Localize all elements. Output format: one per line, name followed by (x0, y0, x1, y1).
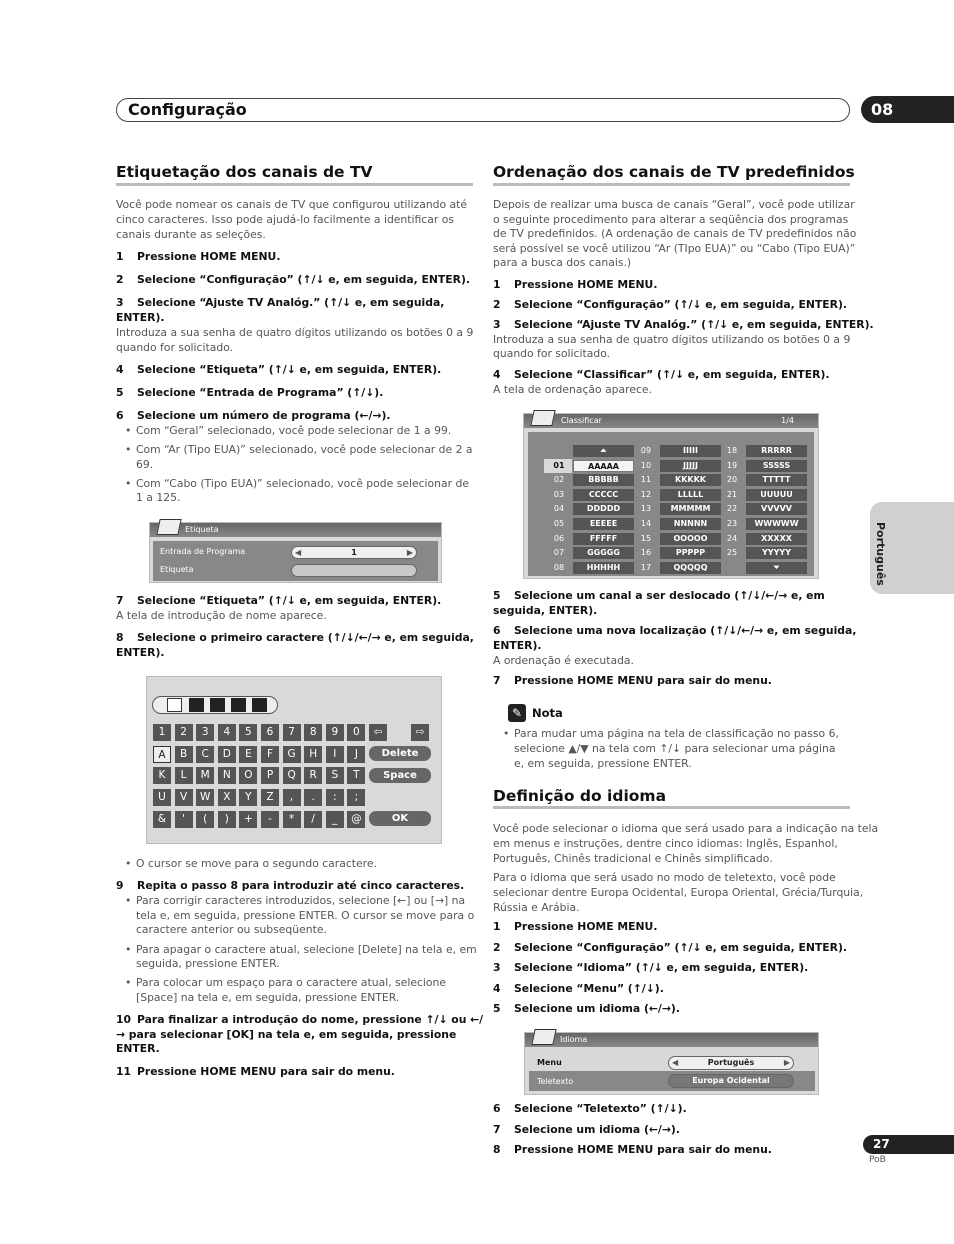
channel-number-25: 25 (726, 548, 738, 558)
channel-number-19: 19 (726, 460, 738, 470)
bullet-space-2: [Space] na tela e, em seguida, pressione ENTER. (136, 991, 400, 1004)
channel-cell-15[interactable]: OOOOO (660, 533, 721, 545)
idioma-screen-title: Idioma (525, 1033, 818, 1047)
r-step-1: 1 Pressione HOME MENU. (493, 278, 658, 291)
key-row3-2[interactable]: M (196, 767, 214, 784)
page-number: 27 (863, 1135, 954, 1154)
channel-number-12: 12 (640, 489, 652, 499)
bullet-delete: • Para apagar o caractere atual, selecione [Delete] na tela e, em (125, 943, 477, 958)
step-3-text-1: Introduza a sua senha de quatro dígitos utilizando os botões 0 a 9 (116, 326, 474, 339)
key-row5-2[interactable]: ( (196, 811, 214, 828)
bullet-correct: • Para corrigir caracteres introduzidos, selecione [←] ou [→] na (125, 894, 465, 909)
key-row5-9[interactable]: @ (347, 811, 365, 828)
key-row5-8[interactable]: _ (326, 811, 344, 828)
teletext-language-selector[interactable]: Europa Ocidental (668, 1074, 794, 1088)
key-row2-5[interactable]: F (261, 746, 279, 763)
key-row5-7[interactable]: / (304, 811, 322, 828)
r-step-2: 2 Selecione “Configuração” (↑/↓ e, em seguida, ENTER). (493, 298, 848, 311)
key-row1-1[interactable]: 2 (175, 724, 193, 741)
channel-cell-09[interactable]: IIIII (660, 445, 721, 457)
key-row1-4[interactable]: 5 (239, 724, 257, 741)
lang-p2-line-0: Para o idioma que será usado no modo de teletexto, você pode (493, 871, 836, 884)
menu-language-selector[interactable]: ◀ Português ▶ (668, 1056, 794, 1070)
key-row5-4[interactable]: + (239, 811, 257, 828)
bullet-cursor: • O cursor se move para o segundo caractere. (125, 857, 377, 872)
channel-number-16: 16 (640, 548, 652, 558)
key-row4-9[interactable]: ; (347, 789, 365, 806)
menu-row-label: Menu (537, 1058, 562, 1067)
step-3-cont: ENTER). (116, 311, 165, 324)
cursor-left-key[interactable]: ⇦ (369, 724, 387, 741)
bullet-correct-2: tela e, em seguida, pressione ENTER. O cursor se move para o (136, 909, 475, 922)
key-row1-2[interactable]: 3 (196, 724, 214, 741)
right-intro-line-3: será possível se você utilizou “Ar (TIpo EUA)” ou “Cabo (Tipo EUA)” (493, 241, 856, 255)
bullet-geral: • Com “Geral” selecionado, você pode selecionar de 1 a 99. (125, 424, 451, 439)
note-line-2: e, em seguida, pressione ENTER. (514, 756, 692, 770)
key-row1-6[interactable]: 7 (283, 724, 301, 741)
step-9: 9 Repita o passo 8 para introduzir até cinco caracteres. (116, 879, 465, 892)
bullet-ar: • Com “Ar (Tipo EUA)” selecionado, você pode selecionar de 2 a (125, 443, 473, 458)
channel-number-20: 20 (726, 475, 738, 485)
channel-cell-02[interactable]: BBBBB (573, 474, 634, 486)
bullet-correct-3: caractere anterior ou subseqüente. (136, 923, 327, 936)
channel-cell-10[interactable]: JJJJJ (660, 460, 721, 472)
channel-cell-01[interactable]: AAAAA (573, 460, 634, 472)
key-row1-8[interactable]: 9 (326, 724, 344, 741)
keyboard-screen (146, 676, 442, 844)
channel-number-03: 03 (553, 489, 565, 499)
bullet-space: • Para colocar um espaço para o caractere atual, selecione (125, 976, 446, 991)
channel-cell-25[interactable]: YYYYY (746, 547, 807, 559)
l-step-4: 4 Selecione “Menu” (↑/↓). (493, 982, 664, 995)
l-step-7: 7 Selecione um idioma (←/→). (493, 1123, 680, 1136)
page-up-button[interactable]: ⏶ (573, 445, 634, 457)
page-down-button[interactable]: ⏷ (746, 562, 807, 574)
channel-number-22: 22 (726, 504, 738, 514)
channel-number-24: 24 (726, 533, 738, 543)
l-step-1: 1 Pressione HOME MENU. (493, 920, 658, 933)
classificar-page: 1/4 (781, 416, 794, 425)
left-heading-rule (116, 183, 473, 186)
channel-cell-03[interactable]: CCCCC (573, 489, 634, 501)
channel-cell-23[interactable]: WWWWW (746, 518, 807, 530)
key-row2-4[interactable]: E (239, 746, 257, 763)
key-row3-7[interactable]: R (304, 767, 322, 784)
step-10-cont: → para selecionar [OK] na tela e, em seguida, pressione (116, 1028, 457, 1041)
channel-number-05: 05 (553, 519, 565, 528)
note-line-0: Para mudar uma página na tela de classificação no passo 6, (514, 727, 839, 740)
step-10: 10 Para finalizar a introdução do nome, pressione ↑/↓ ou ←/ (116, 1013, 484, 1026)
language-side-label: Português (873, 522, 887, 586)
channel-cell-22[interactable]: VVVVV (746, 503, 807, 515)
page-code: PoB (869, 1155, 886, 1165)
key-row3-5[interactable]: P (261, 767, 279, 784)
channel-number-10: 10 (640, 460, 652, 470)
idioma-screen (524, 1032, 819, 1095)
lang-p1-line-0: Você pode selecionar o idioma que será usado para a indicação na tela (493, 822, 879, 835)
key-row1-0[interactable]: 1 (153, 724, 171, 741)
channel-cell-08[interactable]: HHHHH (573, 562, 634, 574)
r-step-5: 5 Selecione um canal a ser deslocado (↑/↓/←/→ e, em (493, 589, 825, 602)
channel-cell-16[interactable]: PPPPP (660, 547, 721, 559)
classificar-screen (523, 413, 819, 579)
channel-cell-17[interactable]: QQQQQ (660, 562, 721, 574)
step-6: 6 Selecione um número de programa (←/→). (116, 409, 391, 422)
key-row3-1[interactable]: L (175, 767, 193, 784)
r-step-6: 6 Selecione uma nova localização (↑/↓/←/→ e, em seguida, (493, 624, 857, 637)
key-row4-8[interactable]: : (326, 789, 344, 806)
bullet-cabo: • Com “Cabo (Tipo EUA)” selecionado, você pode selecionar de (125, 477, 469, 492)
row-entrada-label: Entrada de Programa (160, 547, 246, 556)
l-step-2: 2 Selecione “Configuração” (↑/↓ e, em seguida, ENTER). (493, 941, 848, 954)
channel-cell-14[interactable]: NNNNN (660, 518, 721, 530)
r-step-6-cont: ENTER). (493, 639, 542, 652)
channel-number-21: 21 (726, 489, 738, 499)
step-11: 11 Pressione HOME MENU para sair do menu. (116, 1065, 395, 1078)
step-2: 2 Selecione “Configuração” (↑/↓ e, em seguida, ENTER). (116, 273, 471, 286)
left-intro: Você pode nomear os canais de TV que configurou utilizando até cinco caracteres. Isso pode ajudá-lo facilmente a identificar os canais durante as seleções. (116, 198, 468, 241)
key-row3-6[interactable]: Q (283, 767, 301, 784)
channel-cell-21[interactable]: UUUUU (746, 489, 807, 501)
channel-number-09: 09 (640, 446, 652, 455)
bullet-ar-cont: 69. (136, 458, 154, 471)
menu-hand-icon (156, 519, 181, 535)
key-row3-9[interactable]: T (347, 767, 365, 784)
r-step-3: 3 Selecione “Ajuste TV Analóg.” (↑/↓ e, em seguida, ENTER). (493, 318, 874, 331)
key-row2-9[interactable]: J (347, 746, 365, 763)
key-row1-3[interactable]: 4 (218, 724, 236, 741)
language-heading: Definição do idioma (493, 787, 667, 805)
r-step-6-text: A ordenação é executada. (493, 654, 634, 667)
key-row2-3[interactable]: D (218, 746, 236, 763)
key-row2-6[interactable]: G (283, 746, 301, 763)
lang-p1-line-1: em menus e instruções, dentre cinco idiomas: Inglês, Espanhol, (493, 836, 838, 850)
channel-cell-18[interactable]: RRRRR (746, 445, 807, 457)
r-step-3-text-2: quando for solicitado. (493, 347, 611, 360)
etiqueta-screen (149, 522, 442, 583)
channel-number-11: 11 (640, 475, 652, 485)
key-row5-0[interactable]: & (153, 811, 171, 828)
key-row4-2[interactable]: W (196, 789, 214, 806)
step-10-cont-2: ENTER. (116, 1042, 160, 1055)
key-row5-5[interactable]: - (261, 811, 279, 828)
step-1: 1 Pressione HOME MENU. (116, 250, 281, 263)
channel-cell-13[interactable]: MMMMM (660, 503, 721, 515)
key-row4-5[interactable]: Z (261, 789, 279, 806)
etiqueta-screen-title: Etiqueta (150, 523, 441, 537)
channel-number-01: 01 (553, 460, 565, 470)
step-5: 5 Selecione “Entrada de Programa” (↑/↓). (116, 386, 384, 399)
bullet-cabo-cont: 1 a 125. (136, 491, 181, 504)
right-intro-line-0: Depois de realizar uma busca de canais “Geral”, você pode utilizar (493, 198, 855, 211)
lang-p1-line-2: Português, Chinês tradicional e Chinês simplificado. (493, 851, 773, 865)
key-row2-2[interactable]: C (196, 746, 214, 763)
step-3-text-2: quando for solicitado. (116, 341, 234, 354)
key-row1-9[interactable]: 0 (347, 724, 365, 741)
chapter-number: 08 (861, 96, 954, 123)
space-key[interactable]: Space (369, 768, 431, 783)
r-step-5-cont: seguida, ENTER). (493, 604, 598, 617)
channel-number-14: 14 (640, 519, 652, 528)
note-bullet: • (503, 727, 510, 740)
right-heading-rule (493, 183, 850, 186)
menu-hand-icon (530, 410, 555, 426)
channel-number-13: 13 (640, 504, 652, 514)
note-line-1: selecione ▲/▼ na tela com ↑/↓ para selecionar uma página (514, 741, 836, 755)
key-row2-8[interactable]: I (326, 746, 344, 763)
label-field[interactable] (291, 564, 417, 577)
right-heading: Ordenação dos canais de TV predefinidos (493, 163, 855, 181)
step-7: 7 Selecione “Etiqueta” (↑/↓ e, em seguida, ENTER). (116, 594, 442, 607)
key-row1-5[interactable]: 6 (261, 724, 279, 741)
key-row3-8[interactable]: S (326, 767, 344, 784)
key-row4-4[interactable]: Y (239, 789, 257, 806)
ok-key[interactable]: OK (369, 811, 431, 826)
cursor-right-key[interactable]: ⇨ (411, 724, 429, 741)
r-step-7: 7 Pressione HOME MENU para sair do menu. (493, 674, 772, 687)
menu-hand-icon (531, 1029, 556, 1045)
channel-number-07: 07 (553, 548, 565, 558)
key-row2-0[interactable]: A (153, 746, 171, 763)
step-4: 4 Selecione “Etiqueta” (↑/↓ e, em seguida, ENTER). (116, 363, 442, 376)
channel-number-15: 15 (640, 533, 652, 543)
key-row4-6[interactable]: , (283, 789, 301, 806)
name-entry-field[interactable] (152, 696, 278, 714)
channel-cell-05[interactable]: EEEEE (573, 518, 634, 530)
note-title: Nota (532, 706, 563, 720)
channel-number-23: 23 (726, 519, 738, 528)
right-intro-line-2: de TV predefinidos. (A ordenação de canais de TV predefinidos não (493, 227, 857, 241)
key-row3-3[interactable]: N (218, 767, 236, 784)
key-row2-1[interactable]: B (175, 746, 193, 763)
r-step-4: 4 Selecione “Classificar” (↑/↓ e, em seguida, ENTER). (493, 368, 830, 381)
step-3: 3 Selecione “Ajuste TV Analóg.” (↑/↓ e, em seguida, (116, 296, 445, 309)
channel-number-08: 08 (553, 562, 565, 572)
right-intro-line-1: o seguinte procedimento para alterar a seqüência dos programas (493, 212, 849, 226)
language-heading-rule (493, 806, 850, 809)
channel-cell-07[interactable]: GGGGG (573, 547, 634, 559)
channel-number-04: 04 (553, 504, 565, 514)
r-step-3-text: Introduza a sua senha de quatro dígitos utilizando os botões 0 a 9 (493, 333, 851, 346)
right-intro-line-4: para a busca dos canais.) (493, 256, 632, 270)
channel-cell-19[interactable]: SSSSS (746, 460, 807, 472)
l-step-6: 6 Selecione “Teletexto” (↑/↓). (493, 1102, 687, 1115)
key-row5-3[interactable]: ) (218, 811, 236, 828)
channel-number-18: 18 (726, 446, 738, 455)
channel-cell-20[interactable]: TTTTT (746, 474, 807, 486)
step-8-cont: ENTER). (116, 646, 165, 659)
r-step-4-text: A tela de ordenação aparece. (493, 383, 653, 396)
teletext-row-label: Teletexto (537, 1077, 574, 1086)
key-row1-7[interactable]: 8 (304, 724, 322, 741)
l-step-8: 8 Pressione HOME MENU para sair do menu. (493, 1143, 772, 1156)
section-title: Configuração (128, 100, 247, 119)
program-number-selector[interactable]: ◀ 1 ▶ (291, 546, 417, 559)
l-step-5: 5 Selecione um idioma (←/→). (493, 1002, 680, 1015)
classificar-title: Classificar (561, 416, 602, 425)
delete-key[interactable]: Delete (369, 746, 431, 761)
channel-number-06: 06 (553, 533, 565, 543)
channel-number-02: 02 (553, 475, 565, 485)
channel-cell-11[interactable]: KKKKK (660, 474, 721, 486)
note-pencil-icon: ✎ (508, 704, 526, 722)
key-row4-7[interactable]: . (304, 789, 322, 806)
channel-cell-04[interactable]: DDDDD (573, 503, 634, 515)
lang-p2-line-2: Rússia e Arábia. (493, 900, 580, 914)
channel-cell-06[interactable]: FFFFF (573, 533, 634, 545)
key-row4-1[interactable]: V (175, 789, 193, 806)
key-row4-3[interactable]: X (218, 789, 236, 806)
lang-p2-line-1: selecionar dentre Europa Ocidental, Europa Oriental, Grécia/Turquia, (493, 885, 864, 899)
key-row3-4[interactable]: O (239, 767, 257, 784)
key-row4-0[interactable]: U (153, 789, 171, 806)
channel-cell-12[interactable]: LLLLL (660, 489, 721, 501)
left-heading: Etiquetação dos canais de TV (116, 163, 373, 181)
step-8: 8 Selecione o primeiro caractere (↑/↓/←/→ e, em seguida, (116, 631, 474, 644)
step-7-text: A tela de introdução de nome aparece. (116, 609, 327, 622)
key-row5-1[interactable]: ' (175, 811, 193, 828)
key-row5-6[interactable]: * (283, 811, 301, 828)
channel-number-17: 17 (640, 562, 652, 572)
bullet-delete-2: seguida, pressione ENTER. (136, 957, 280, 970)
channel-cell-24[interactable]: XXXXX (746, 533, 807, 545)
l-step-3: 3 Selecione “Idioma” (↑/↓ e, em seguida, ENTER). (493, 961, 809, 974)
key-row2-7[interactable]: H (304, 746, 322, 763)
key-row3-0[interactable]: K (153, 767, 171, 784)
row-etiqueta-label: Etiqueta (160, 565, 194, 574)
